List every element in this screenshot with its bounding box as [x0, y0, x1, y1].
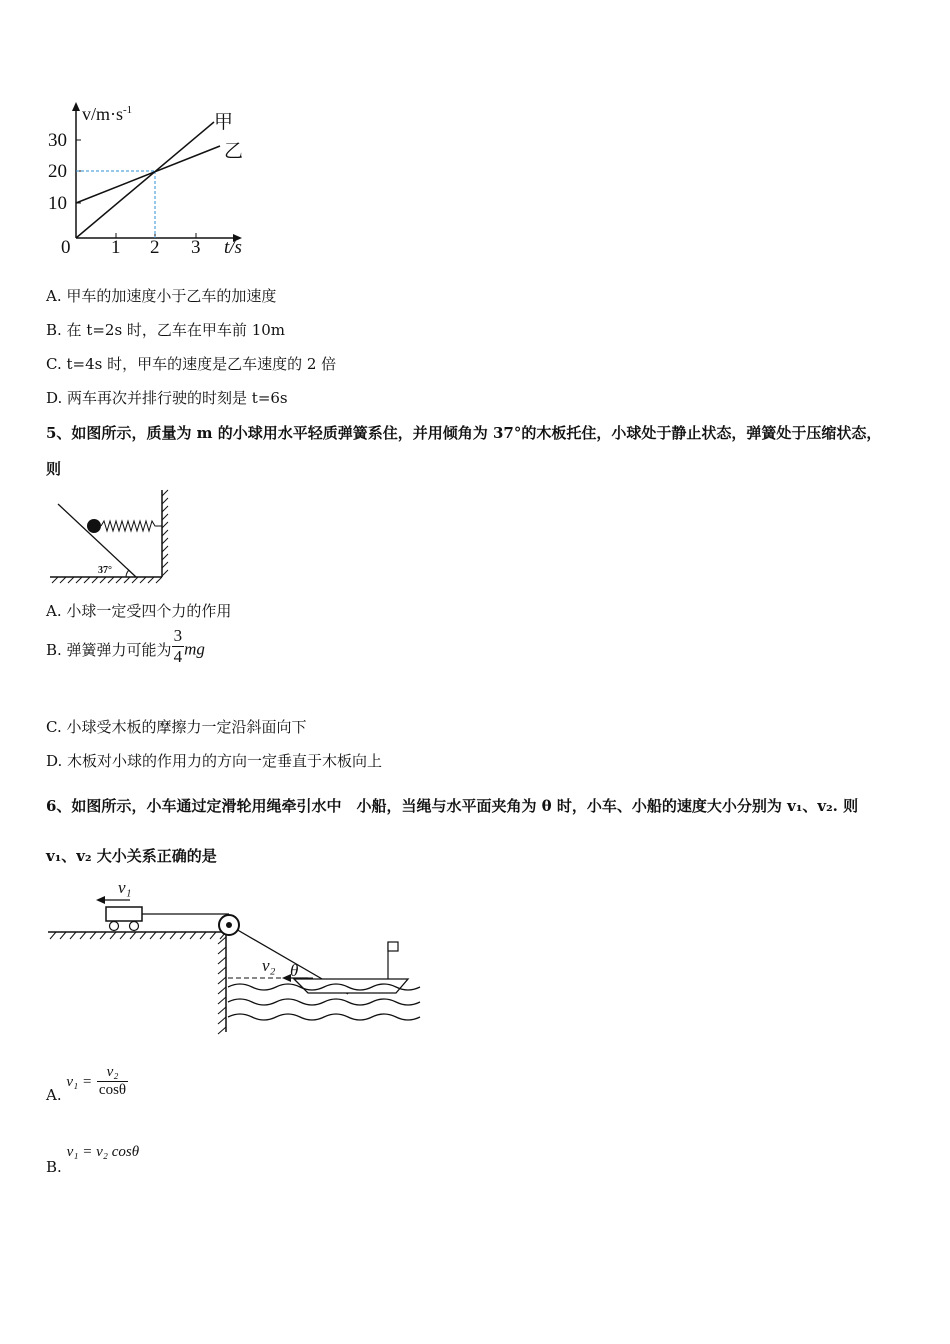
q4-option-b: B. 在 t=2s 时，乙车在甲车前 10m — [46, 321, 286, 339]
q4-option-a: A. 甲车的加速度小于乙车的加速度 — [46, 287, 277, 305]
q4-option-c: C. t=4s 时，甲车的速度是乙车速度的 2 倍 — [46, 355, 337, 373]
series-yi-line — [76, 146, 220, 203]
ball — [87, 519, 101, 533]
series-jia-line — [76, 122, 214, 238]
q5-stem-line1: 5、如图所示，质量为 m 的小球用水平轻质弹簧系住，并用倾角为 37°的木板托住，小球处于静止状态，弹簧处于压缩状态， — [46, 424, 882, 442]
x-tick-3: 3 — [191, 237, 201, 258]
y-axis-label: $v/m\cdot s^{-1}$ — [82, 104, 133, 124]
x-axis-label: t/s — [224, 237, 242, 258]
q6-option-a-fraction: $\frac{\text{v₂}}{\cos\theta}$ — [98, 1064, 127, 1098]
x-tick-1: 1 — [111, 237, 121, 258]
q6-option-a-lhs: v₁ = — [66, 1074, 93, 1090]
q6-option-b-prefix: B. — [46, 1158, 62, 1176]
boat — [294, 979, 408, 993]
q6-stem-line2: v₁、v₂ 大小关系正确的是 — [46, 847, 217, 865]
q5-option-d: D. 木板对小球的作用力的方向一定垂直于木板向上 — [46, 752, 383, 770]
label-theta: θ — [290, 961, 299, 980]
inclined-board-spring-diagram — [46, 486, 172, 586]
label-jia: 甲 — [214, 112, 234, 133]
velocity-time-graph — [44, 100, 264, 260]
q5-option-b-suffix: mg — [184, 639, 205, 659]
y-tick-10: 10 — [48, 193, 67, 214]
label-yi: 乙 — [224, 141, 244, 162]
q6-option-b — [46, 1144, 139, 1176]
x-tick-2: 2 — [150, 237, 160, 258]
y-tick-30: 30 — [48, 130, 67, 151]
q5-option-a: A. 小球一定受四个力的作用 — [46, 602, 232, 620]
q5-stem-line2: 则 — [46, 460, 62, 478]
y-tick-20: 20 — [48, 161, 67, 182]
q5-option-b-prefix: B. 弹簧弹力可能为 — [46, 641, 172, 659]
pulley-boat-diagram — [46, 872, 424, 1037]
label-v1: v₁ — [118, 878, 132, 897]
q4-option-d: D. 两车再次并排行驶的时刻是 t=6s — [46, 389, 288, 407]
x-tick-0: 0 — [61, 237, 71, 258]
q6-stem-line1: 6、如图所示，小车通过定滑轮用绳牵引水中 小船，当绳与水平面夹角为 θ 时，小车、小船的速度大小分别为 v₁、v₂. 则 — [46, 797, 859, 815]
q6-option-a — [46, 1064, 128, 1104]
label-v2: v₂ — [262, 956, 276, 975]
q5-option-b — [46, 626, 205, 667]
angle-label: 37° — [98, 565, 112, 576]
q6-option-b-expr: v₁ = v₂ cosθ — [66, 1144, 140, 1160]
q6-option-a-prefix: A. — [46, 1086, 62, 1104]
cart — [106, 907, 142, 921]
q5-option-b-fraction: $\frac{3}{4}$ — [173, 626, 183, 666]
q5-option-c: C. 小球受木板的摩擦力一定沿斜面向下 — [46, 718, 307, 736]
